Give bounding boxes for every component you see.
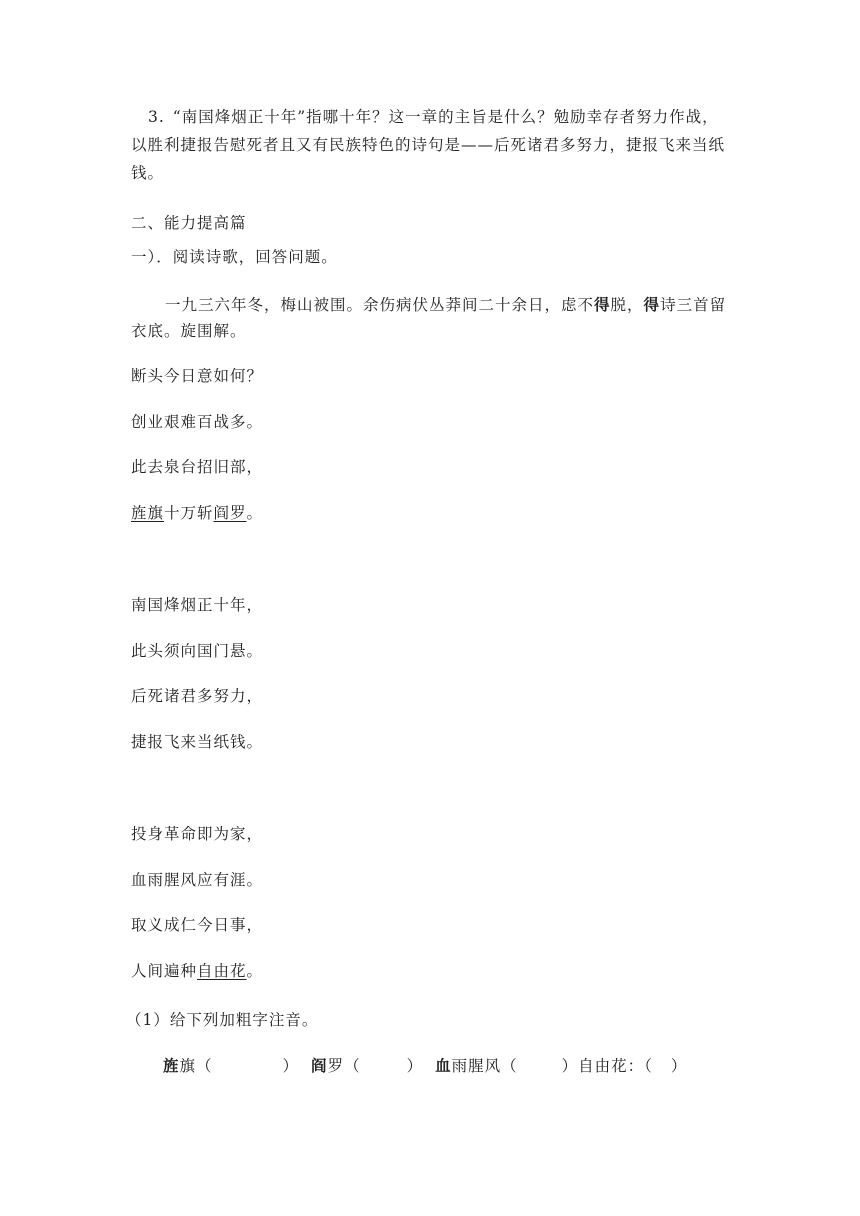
word-label: 自由花：（ bbox=[578, 1057, 653, 1075]
bracket-close: ） bbox=[670, 1057, 688, 1075]
question-3 bbox=[131, 103, 731, 187]
poem2-line1: 南国烽烟正十年， bbox=[131, 596, 264, 614]
poem1-line3: 此去泉台招旧部， bbox=[131, 458, 264, 476]
poem2-line4: 捷报飞来当纸钱。 bbox=[131, 733, 264, 751]
preface-text: 脱， bbox=[610, 296, 644, 314]
word-label: 雨腥风（ bbox=[451, 1057, 518, 1075]
subsection-title: 一）．阅读诗歌，回答问题。 bbox=[131, 248, 338, 266]
poem-text: 。 bbox=[246, 504, 264, 522]
underlined-word: 阎罗 bbox=[213, 504, 247, 522]
bracket-close: ） bbox=[406, 1057, 424, 1075]
poem3-line1: 投身革命即为家， bbox=[131, 825, 264, 843]
bold-char: 旌 bbox=[163, 1056, 180, 1075]
pinyin-answer-row bbox=[163, 1054, 687, 1078]
poem3-line2: 血雨腥风应有涯。 bbox=[131, 871, 264, 889]
poem1-line1: 断头今日意如何？ bbox=[131, 367, 264, 385]
preface-text: 诗三首留衣底。旋围解。 bbox=[131, 296, 727, 340]
poem2-line3: 后死诸君多努力， bbox=[131, 687, 264, 705]
preface-text: 一九三六年冬，梅山被围。余伤病伏丛莽间二十余日，虑不 bbox=[165, 296, 595, 314]
bold-char: 阎 bbox=[311, 1056, 328, 1075]
poem1-line2: 创业艰难百战多。 bbox=[131, 413, 264, 431]
poem-preface bbox=[131, 292, 731, 344]
poem-text: 十万斩 bbox=[164, 504, 214, 522]
section-title: 二、能力提高篇 bbox=[131, 214, 247, 232]
word-label: 罗（ bbox=[327, 1057, 361, 1075]
question-number: 3. bbox=[148, 108, 165, 126]
poem3-line3: 取义成仁今日事， bbox=[131, 916, 264, 934]
bold-char: 血 bbox=[435, 1056, 452, 1075]
word-label: 旗（ bbox=[179, 1057, 213, 1075]
poem2-line2: 此头须向国门悬。 bbox=[131, 642, 264, 660]
bold-char: 得 bbox=[594, 295, 611, 314]
question-3-text: “南国烽烟正十年”指哪十年？这一章的主旨是什么？勉励幸存者努力作战，以胜利捷报告慰死者且又有民族特色的诗句是——后死诸君多努力，捷报飞来当纸钱。 bbox=[131, 108, 726, 182]
bold-char: 得 bbox=[643, 295, 661, 314]
bracket-close: ） bbox=[561, 1057, 579, 1075]
poem3-line4 bbox=[131, 959, 263, 983]
underlined-word: 旌旗 bbox=[131, 504, 165, 522]
underlined-word: 自由花 bbox=[197, 962, 247, 980]
question-1-prompt: （1）给下列加粗字注音。 bbox=[126, 1011, 319, 1029]
poem-text: 。 bbox=[246, 962, 264, 980]
poem1-line4 bbox=[131, 501, 263, 525]
poem-text: 人间遍种 bbox=[131, 962, 198, 980]
bracket-close: ） bbox=[282, 1057, 300, 1075]
